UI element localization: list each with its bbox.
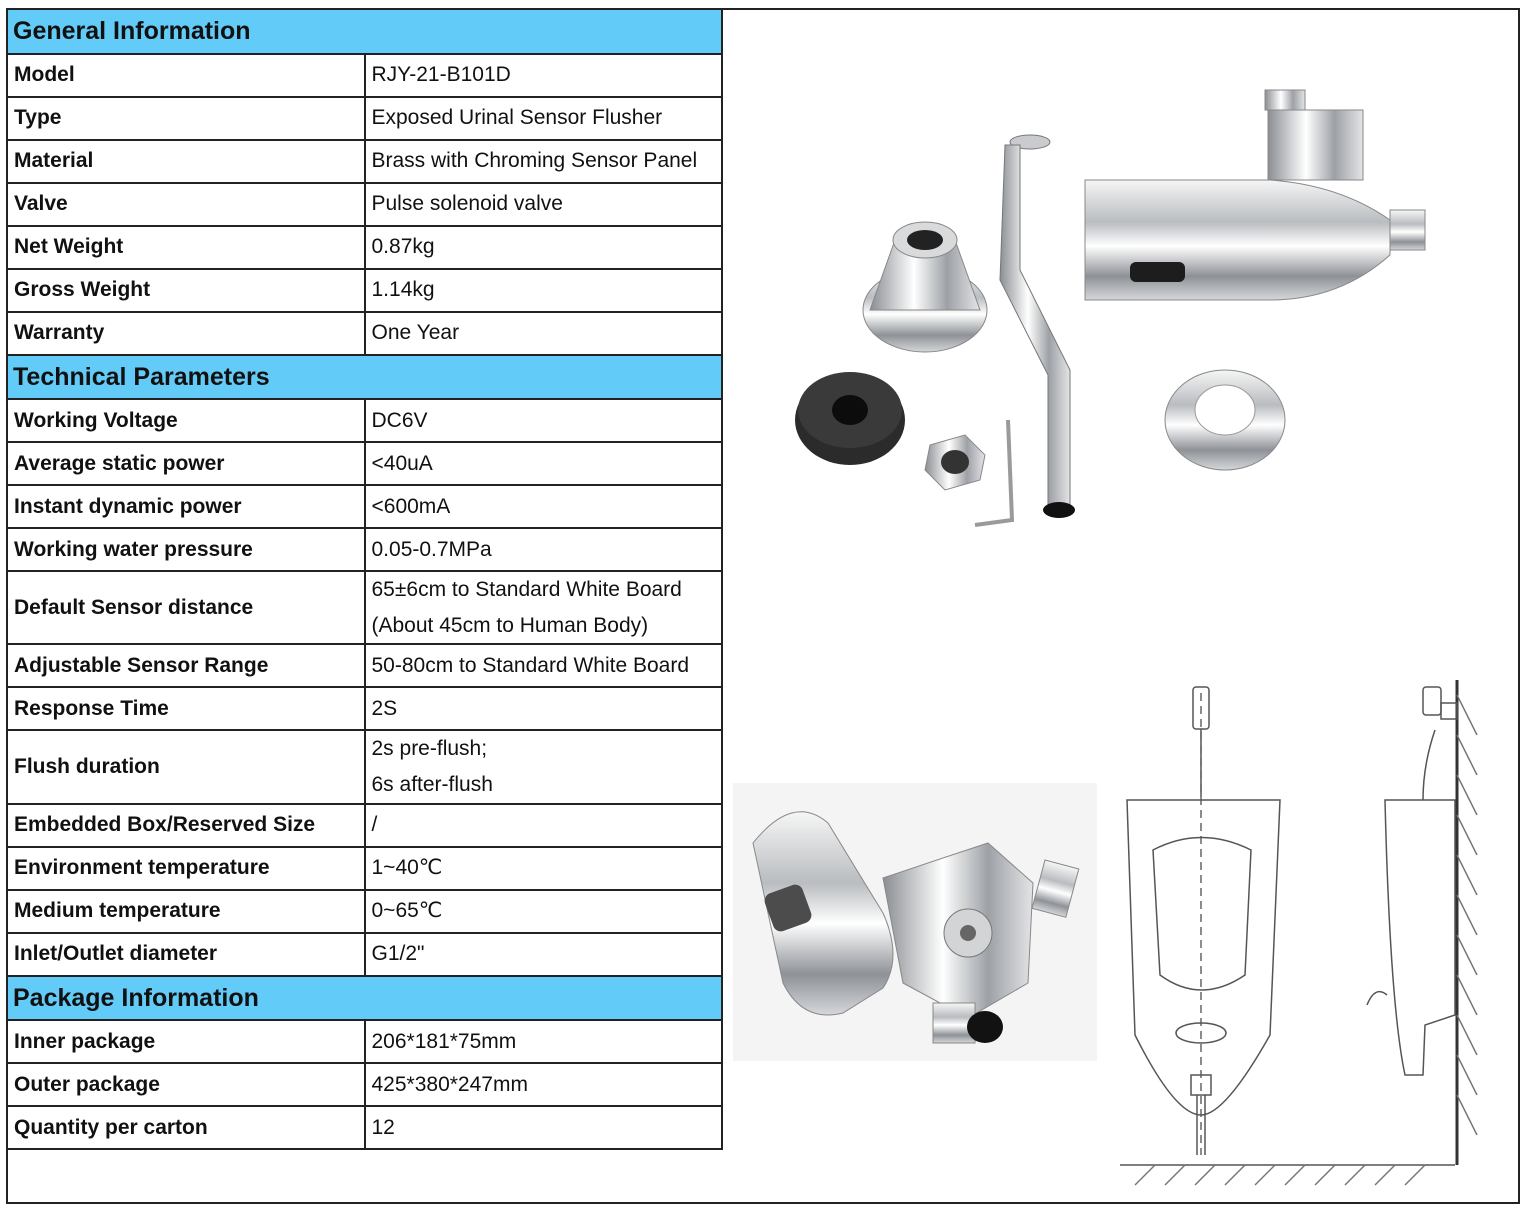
spec-value [365,571,723,644]
section-title: General Information [7,9,722,54]
spec-label: Medium temperature [7,890,365,933]
spec-row-instant-dynamic-power [7,485,722,528]
hex-nut [925,435,985,490]
spec-value-line: 1.14kg [371,278,435,302]
spec-value [365,528,723,571]
spec-value-line: 2S [371,697,398,721]
spec-value [365,847,723,890]
spec-row-response-time [7,687,722,730]
spec-table [6,8,723,1150]
spec-value-line: 0.87kg [371,235,435,259]
spec-label: Gross Weight [7,269,365,312]
spec-row-quantity-per-carton [7,1106,722,1149]
spec-value-line: <40uA [371,451,433,475]
section-header-technical-parameters [7,355,722,400]
spec-value-line: Brass with Chroming Sensor Panel [371,149,698,173]
spec-value-line: 12 [371,1115,395,1139]
spec-value-line: / [371,813,378,837]
spec-value-line: 1~40℃ [371,856,443,880]
spec-row-inner-package [7,1020,722,1063]
spec-row-working-voltage [7,399,722,442]
wall-flange-ring [1165,370,1285,470]
spec-value [365,804,723,847]
spec-row-outer-package [7,1063,722,1106]
spec-value-line: 50-80cm to Standard White Board [371,654,690,678]
spec-row-valve [7,183,722,226]
spec-value-line: DC6V [371,408,428,432]
spec-value-line: (About 45cm to Human Body) [371,613,649,637]
spec-value-line: 206*181*75mm [371,1029,517,1053]
spec-value [365,442,723,485]
spec-row-flush-duration [7,730,722,803]
spec-value-line: 65±6cm to Standard White Board [371,578,682,601]
section-title: Technical Parameters [7,355,722,400]
spec-value [365,644,723,687]
flusher-closeup-photo [733,783,1097,1061]
spec-value [365,54,723,97]
spec-row-medium-temperature [7,890,722,933]
spec-label: Average static power [7,442,365,485]
spec-value-line: 6s after-flush [371,773,493,797]
spec-value [365,97,723,140]
installation-drawing [1105,675,1515,1195]
spec-label: Default Sensor distance [7,571,365,644]
spec-row-model [7,54,722,97]
spec-row-adjustable-sensor-range [7,644,722,687]
spec-label: Working water pressure [7,528,365,571]
section-header-package-information [7,976,722,1021]
spec-row-working-water-pressure [7,528,722,571]
spec-value-line: 0~65℃ [371,899,443,923]
spec-value-line: 0.05-0.7MPa [371,537,492,561]
spec-value [365,399,723,442]
spec-row-environment-temperature [7,847,722,890]
spec-value-line: Exposed Urinal Sensor Flusher [371,106,663,130]
spec-row-gross-weight [7,269,722,312]
spec-label: Adjustable Sensor Range [7,644,365,687]
spec-label: Inlet/Outlet diameter [7,933,365,976]
spec-value [365,1020,723,1063]
spec-row-inlet-outlet-diameter [7,933,722,976]
spec-label: Inner package [7,1020,365,1063]
section-header-general-information [7,9,722,54]
spec-row-default-sensor-distance [7,571,722,644]
spec-label: Instant dynamic power [7,485,365,528]
spec-value [365,1106,723,1149]
spec-row-net-weight [7,226,722,269]
product-parts-photo [780,70,1460,550]
section-title: Package Information [7,976,722,1021]
spec-value-line: 425*380*247mm [371,1072,528,1096]
spec-value [365,1063,723,1106]
spec-value-line: One Year [371,321,460,345]
spec-label: Type [7,97,365,140]
spec-value [365,140,723,183]
spec-value [365,933,723,976]
spec-value-line: G1/2" [371,942,425,966]
flusher-body [1085,90,1425,300]
spec-value-line: 2s pre-flush; [371,737,488,761]
spec-row-embedded-box-reserved-size [7,804,722,847]
spec-value [365,183,723,226]
spec-label: Working Voltage [7,399,365,442]
spec-value [365,890,723,933]
spec-label: Warranty [7,312,365,355]
spec-label: Material [7,140,365,183]
spec-value [365,485,723,528]
spec-label: Valve [7,183,365,226]
spec-value [365,269,723,312]
spec-label: Model [7,54,365,97]
spec-label: Outer package [7,1063,365,1106]
spec-value [365,226,723,269]
spec-value [365,687,723,730]
spec-label: Quantity per carton [7,1106,365,1149]
spec-row-warranty [7,312,722,355]
spec-label: Environment temperature [7,847,365,890]
spec-value-line: <600mA [371,494,451,518]
spec-value-line: Pulse solenoid valve [371,192,563,216]
spec-value [365,312,723,355]
rubber-gasket [795,372,905,465]
spec-value-line: RJY-21-B101D [371,63,511,87]
spec-label: Flush duration [7,730,365,803]
spec-value [365,730,723,803]
spec-row-average-static-power [7,442,722,485]
spec-label: Response Time [7,687,365,730]
spec-label: Net Weight [7,226,365,269]
flange-cone [863,222,987,352]
spec-label: Embedded Box/Reserved Size [7,804,365,847]
spec-row-material [7,140,722,183]
spec-row-type [7,97,722,140]
